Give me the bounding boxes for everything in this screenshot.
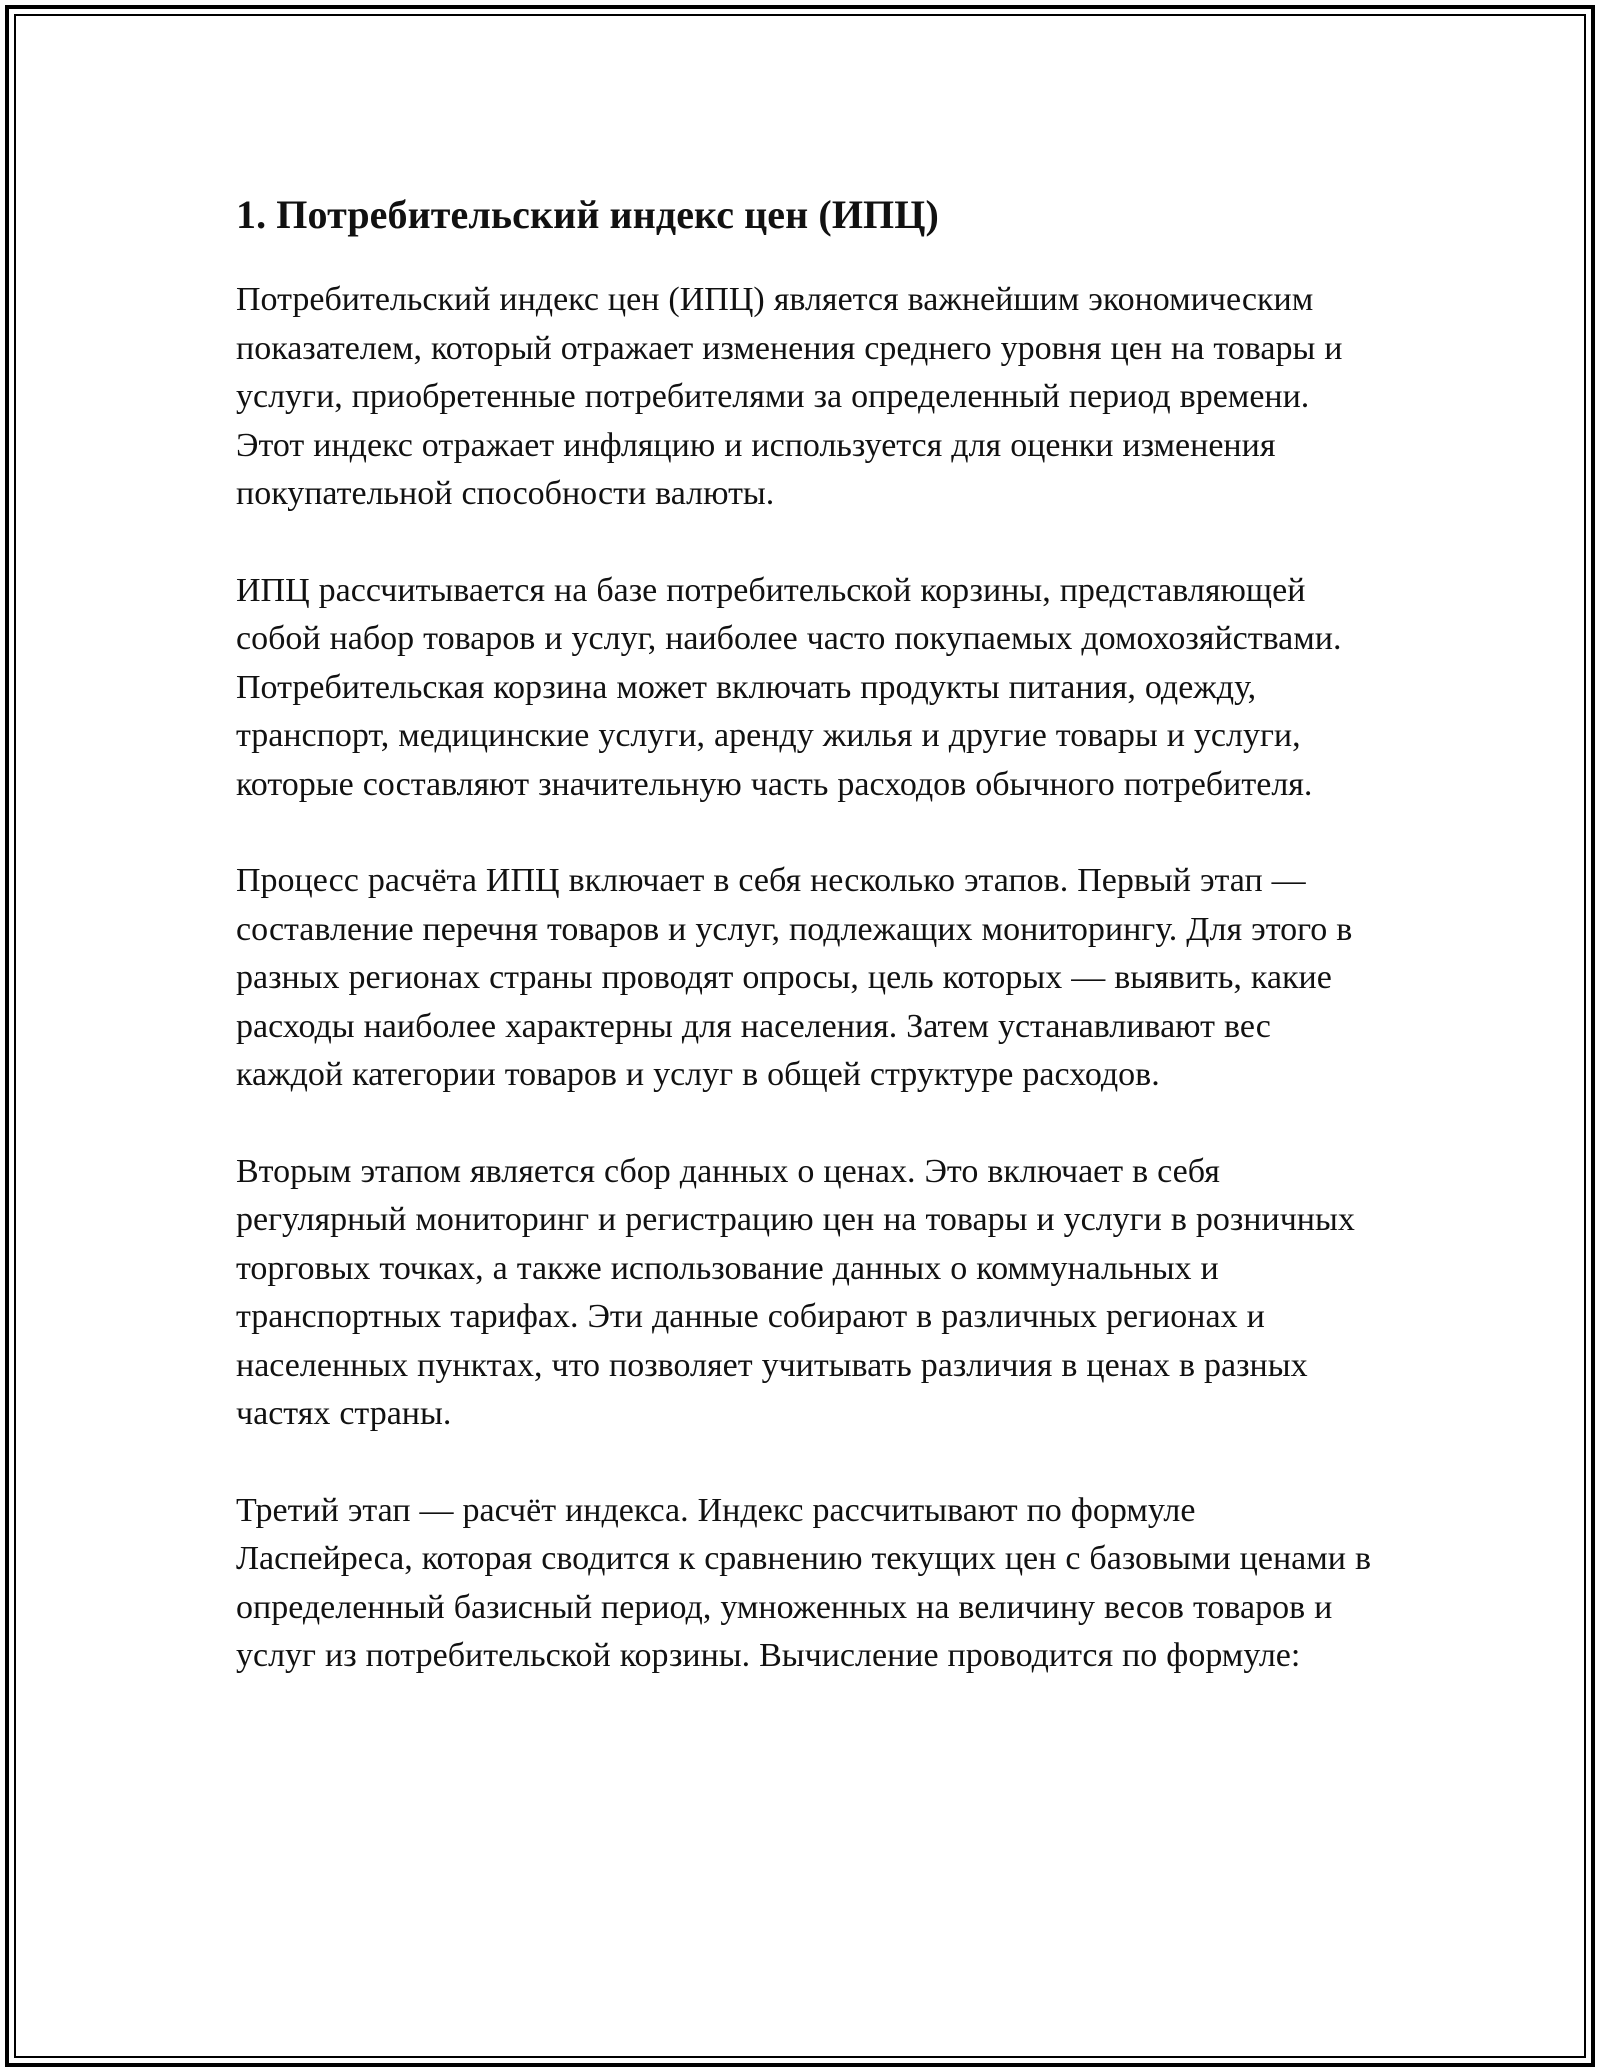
section-heading: 1. Потребительский индекс цен (ИПЦ) (236, 192, 939, 237)
paragraph-consumer-basket: ИПЦ рассчитывается на базе потребительской корзины, представляющей собой набор товаров и услуг, наиболее часто покупаемых домохозяйствами. Потребительская корзина может включать продукты питания, одежду, транспорт, медицинские услуги, аренду жилья и другие товары и услуги, которые составляют значительную часть расходов обычного потребителя. (236, 571, 1342, 803)
paragraph-cpi-definition: Потребительский индекс цен (ИПЦ) является важнейшим экономическим показателем, который отражает изменения среднего уровня цен на товары и услуги, приобретенные потребителями за определенный период времени. Этот индекс отражает инфляцию и используется для оценки изменения покупательной способности валюты. (236, 281, 1343, 512)
paragraph-calculation-stage-3: Третий этап — расчёт индекса. Индекс рассчитывают по формуле Ласпейреса, которая сводится к сравнению текущих цен с базовыми ценами в определенный базисный период, умноженных на величину весов товаров и услуг из потребительской корзины. Вычисление проводится по формуле: (236, 1491, 1372, 1674)
paragraph-calculation-stage-1: Процесс расчёта ИПЦ включает в себя несколько этапов. Первый этап — составление перечня товаров и услуг, подлежащих мониторингу. Для этого в разных регионах страны проводят опросы, цель которых — выявить, какие расходы наиболее характерны для населения. Затем устанавливают вес каждой категории товаров и услуг в общей структуре расходов. (236, 862, 1353, 1093)
document-body (236, 188, 1376, 1729)
paragraph-calculation-stage-2: Вторым этапом является сбор данных о ценах. Это включает в себя регулярный мониторинг и регистрацию цен на товары и услуги в розничных торговых точках, а также использование данных о коммунальных и транспортных тарифах. Эти данные собирают в различных регионах и населенных пунктах, что позволяет учитывать различия в ценах в разных частях страны. (236, 1152, 1355, 1432)
